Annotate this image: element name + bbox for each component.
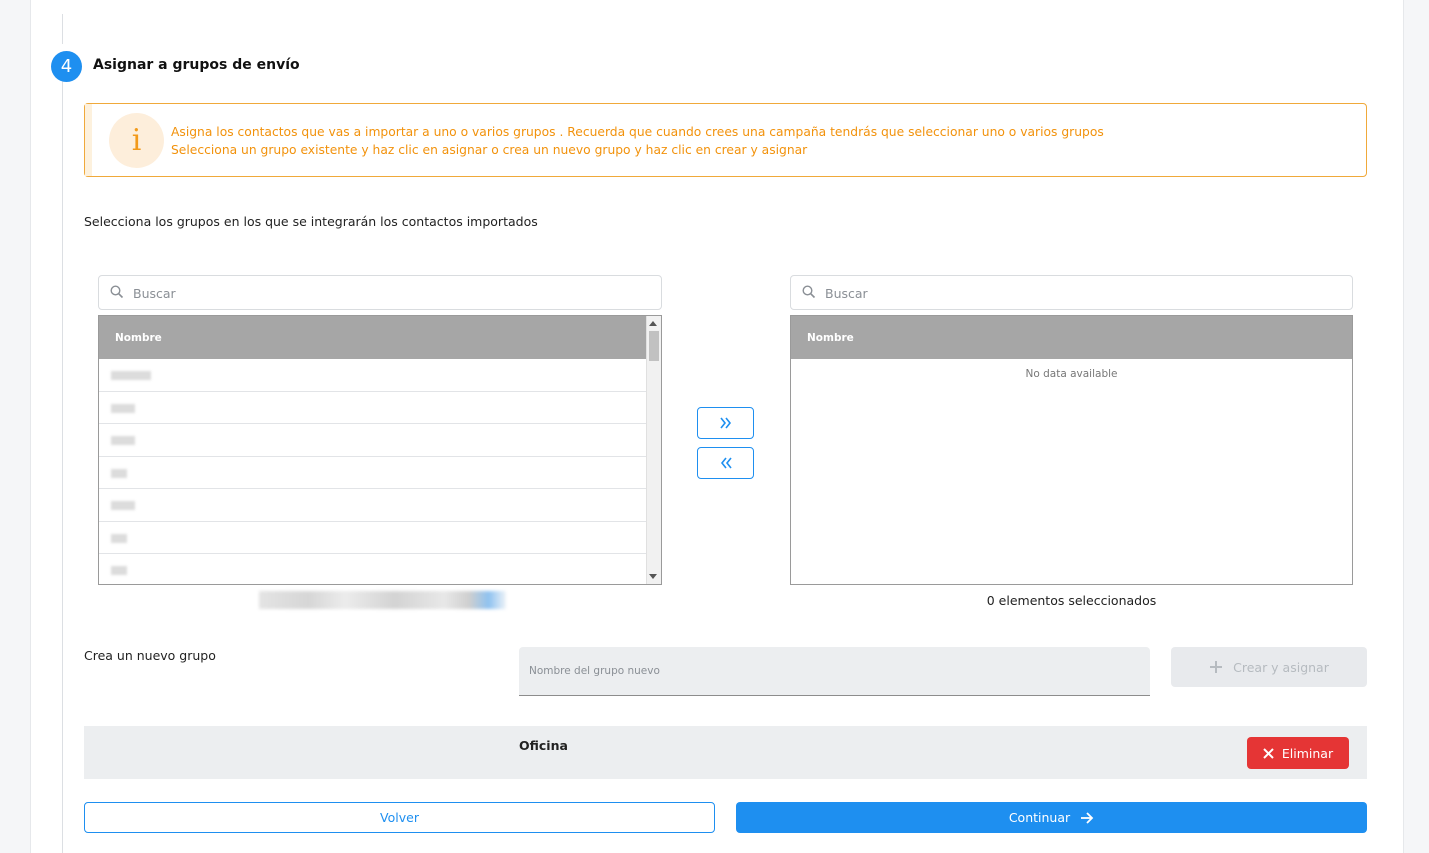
info-line-1: Asigna los contactos que vas a importar a uno o varios grupos . Recuerda que cuando crees una campaña tendrás que seleccionar uno o varios grupos [171,125,1104,139]
info-line-2: Selecciona un grupo existente y haz clic en asignar o crea un nuevo grupo y haz clic en crear y asignar [171,143,808,157]
search-icon [802,285,816,299]
new-group-name-input[interactable] [529,661,1129,681]
create-and-assign-label: Crear y asignar [1233,659,1329,675]
redacted-text [111,534,127,543]
redacted-text [111,469,127,478]
close-icon [1263,748,1274,759]
double-chevron-right-icon [719,417,733,429]
table-scrollbar[interactable] [646,316,661,584]
info-alert-text [171,123,1104,159]
plus-icon [1209,660,1223,674]
continue-button[interactable] [736,802,1367,833]
redacted-text [111,371,151,380]
table-row[interactable] [99,457,661,490]
step-title: Asignar a grupos de envío [93,57,300,73]
available-groups-search[interactable] [98,275,662,310]
continue-button-label: Continuar [1008,810,1071,825]
new-group-label: Crea un nuevo grupo [84,648,216,663]
column-header-nombre[interactable]: Nombre [791,316,1352,359]
timeline-line [62,80,63,853]
groups-section-label: Selecciona los grupos en los que se integrarán los contactos importados [84,214,538,229]
selected-groups-search[interactable] [790,275,1353,310]
timeline-line [62,14,63,44]
assigned-group-name: Oficina [519,738,568,753]
scroll-up-icon[interactable] [649,321,657,326]
table-row[interactable] [99,554,661,585]
add-selected-button[interactable] [697,407,754,439]
available-groups-search-input[interactable] [133,283,633,303]
scrollbar-thumb[interactable] [649,331,659,361]
info-alert [84,103,1367,177]
available-groups-table [98,315,662,585]
available-count-redacted [259,591,506,609]
arrow-right-icon [1080,812,1094,824]
search-icon [110,285,124,299]
table-row[interactable] [99,359,661,392]
redacted-text [111,404,135,413]
column-header-nombre[interactable]: Nombre [99,316,661,359]
double-chevron-left-icon [719,457,733,469]
create-and-assign-button[interactable] [1171,647,1367,687]
redacted-text [111,566,127,575]
assigned-group-row [84,726,1367,779]
back-button-label: Volver [380,810,419,825]
step-number-badge: 4 [51,51,82,82]
empty-state-text: No data available [1025,368,1118,380]
delete-group-button[interactable] [1247,737,1349,769]
selected-groups-table [790,315,1353,585]
delete-group-label: Eliminar [1281,745,1334,761]
selected-count: 0 elementos seleccionados [986,593,1157,608]
scroll-down-icon[interactable] [649,574,657,579]
redacted-text [111,436,135,445]
table-row[interactable] [99,522,661,555]
redacted-text [111,501,135,510]
table-row[interactable] [99,424,661,457]
new-group-field[interactable] [519,647,1150,696]
remove-selected-button[interactable] [697,447,754,479]
back-button[interactable] [84,802,715,833]
table-row[interactable] [99,392,661,425]
info-alert-accent [85,104,92,176]
info-icon: i [109,113,164,168]
table-row[interactable] [99,489,661,522]
selected-groups-search-input[interactable] [825,283,1325,303]
